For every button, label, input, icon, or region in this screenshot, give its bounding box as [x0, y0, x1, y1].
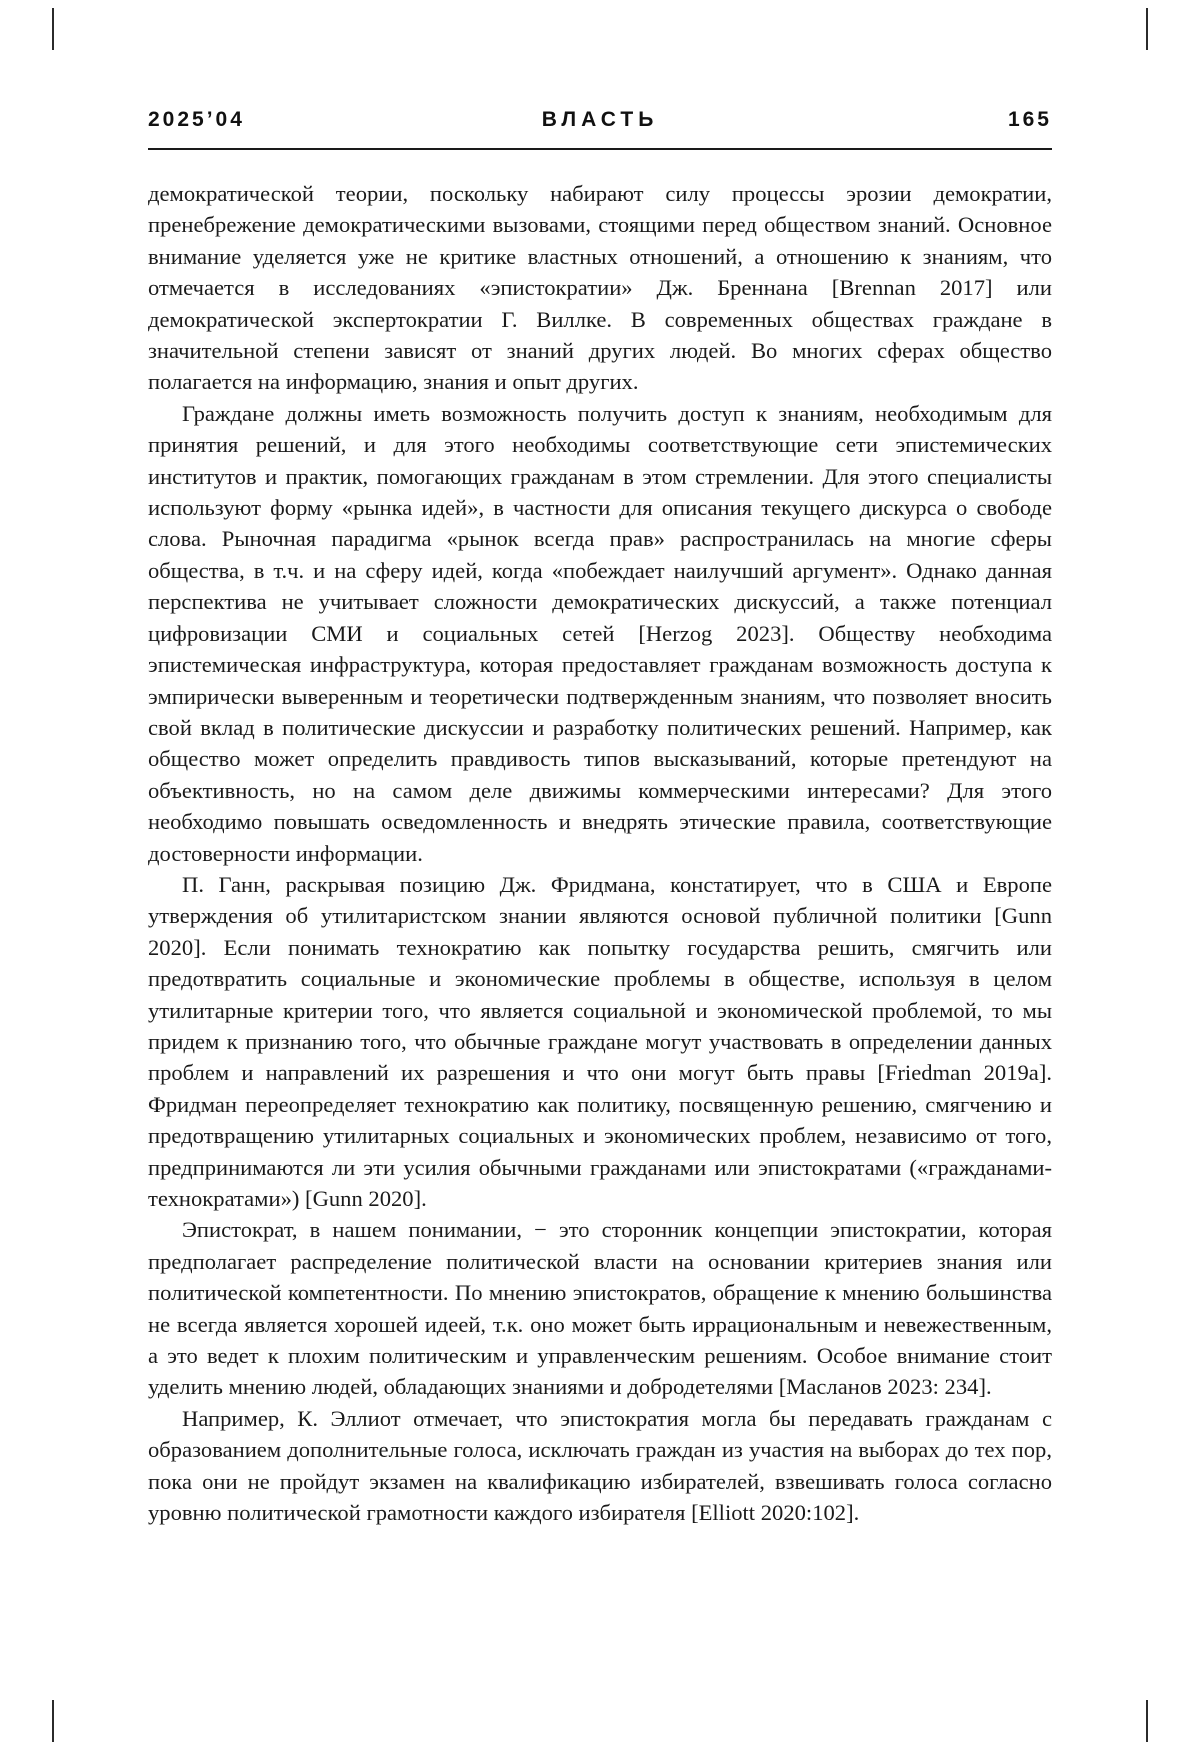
paragraph: Эпистократ, в нашем понимании, − это сторонник концепции эпистократии, которая предполагает распределение политической власти на основании критериев знания или политической компетентности. По мнению эпистократов, обращение к мнению большинства не всегда является хорошей идеей, т.к. оно может быть иррациональным и невежественным, а это ведет к плохим политическим и управленческим решениям. Особое внимание стоит уделить мнению людей, обладающих знаниями и добродетелями [Масланов 2023: 234]. — [148, 1217, 1052, 1400]
page-number: 165 — [1007, 108, 1052, 131]
running-head — [148, 108, 1052, 142]
paragraph: Граждане должны иметь возможность получить доступ к знаниям, необходимым для принятия решений, и для этого необходимы соответствующие сети эпистемических институтов и практик, помогающих гражданам в этом стремлении. Для этого специалисты используют форму «рынка идей», в частности для описания текущего дискурса о свободе слова. Рыночная парадигма «рынок всегда прав» распространилась на многие сферы общества, в т.ч. и на сферу идей, когда «побеждает наилучший аргумент». Однако данная перспектива не учитывает сложности демократических дискуссий, а также потенциал цифровизации СМИ и социальных сетей [Herzog 2023]. Обществу необходима эпистемическая инфраструктура, которая предоставляет гражданам возможность доступа к эмпирически выверенным и теоретически подтвержденным знаниям, что позволяет вносить свой вклад в политические дискуссии и разработку политических решений. Например, как общество может определить правдивость типов высказываний, которые претендуют на объективность, но на самом деле движимы коммерческими интересами? Для этого необходимо повышать осведомленность и внедрять этические правила, соответствующие достоверности информации. — [148, 400, 1052, 866]
paragraph: П. Ганн, раскрывая позицию Дж. Фридмана, констатирует, что в США и Европе утверждения об утилитаристском знании являются основой публичной политики [Gunn 2020]. Если понимать технократию как попытку государства решить, смягчить или предотвратить социальные и экономические проблемы в обществе, используя в целом утилитарные критерии того, что является социальной и экономической проблемой, то мы придем к признанию того, что обычные граждане могут участвовать в определении данных проблем и направлений их разрешения и что они могут быть правы [Friedman 2019a]. Фридман переопределяет технократию как политику, посвященную решению, смягчению и предотвращению утилитарных социальных и экономических проблем, независимо от того, предпринимаются ли эти усилия обычными гражданами или эпистократами («гражданами-технократами») [Gunn 2020]. — [148, 871, 1052, 1211]
article-body — [148, 178, 1052, 1528]
paragraph: Например, К. Эллиот отмечает, что эпистократия могла бы передавать гражданам с образованием дополнительные голоса, исключать граждан из участия на выборах до тех пор, пока они не пройдут экзамен на квалификацию избирателей, взвешивать голоса согласно уровню политической грамотности каждого избирателя [Elliott 2020:102]. — [148, 1405, 1052, 1526]
paragraph: демократической теории, поскольку набирают силу процессы эрозии демократии, пренебрежение демократическими вызовами, стоящими перед обществом знаний. Основное внимание уделяется уже не критике властных отношений, а отношению к знаниям, что отмечается в исследованиях «эпистократии» Дж. Бреннана [Brennan 2017] или демократической экспертократии Г. Виллке. В современных обществах граждане в значительной степени зависят от знаний других людей. Во многих сферах общество полагается на информацию, знания и опыт других. — [148, 181, 1052, 395]
header-rule — [148, 148, 1052, 150]
journal-title: ВЛАСТЬ — [541, 108, 659, 131]
issue-number: 2025’04 — [148, 108, 245, 131]
